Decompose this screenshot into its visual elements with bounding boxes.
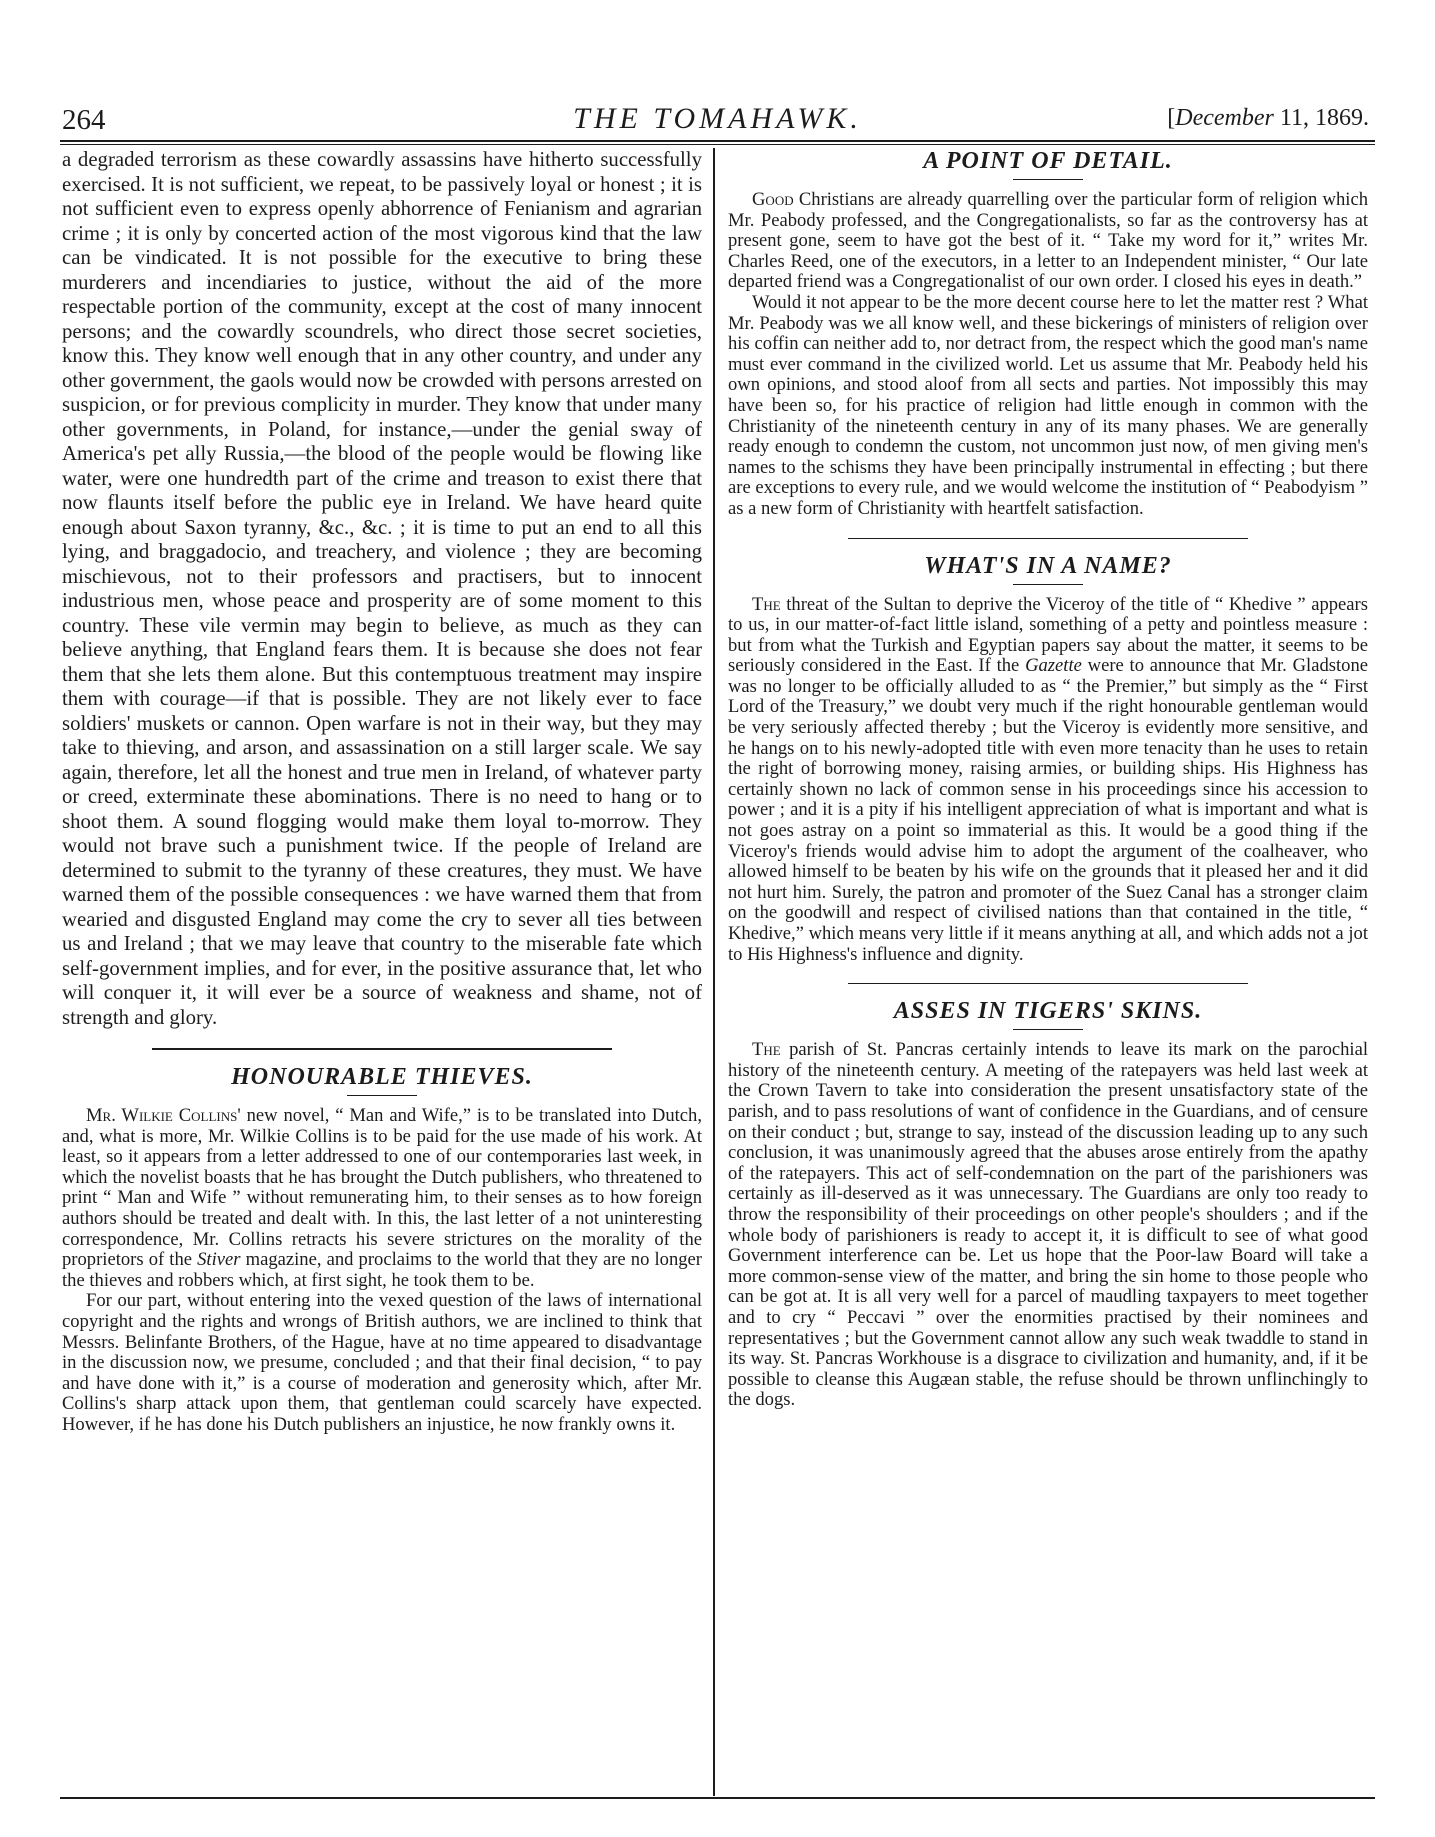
masthead-title: THE TOMAHAWK. bbox=[573, 102, 862, 135]
lead-words: The bbox=[752, 593, 781, 615]
header-rule-bottom bbox=[60, 144, 1375, 145]
section-divider bbox=[848, 983, 1248, 984]
section-divider bbox=[848, 538, 1248, 539]
lead-words: Mr. Wilkie Collins' bbox=[86, 1105, 241, 1126]
honourable-thieves-title: HONOURABLE THIEVES. bbox=[231, 1064, 533, 1090]
point-of-detail-paragraph-2: Would it not appear to be the more decent course here to let the matter rest ? What Mr. Peabody was we all know well, and these bickerings of ministers of religion over his coffin can neither add to, nor detract from, the respect which the good man's name must ever command in the civilized world. Let us assume that Mr. Peabody held his own opinions, and stood aloof from all sects and parties. Not impossibly this may have been so, for his practice of religion had little enough in common with the Christianity of the nineteenth century in any of its many phases. We are generally ready enough to condemn the custom, not uncommon just now, of men giving men's names to the schisms they have been principally instrumental in effecting ; but there are exceptions to every rule, and we would welcome the institution of “ Peabodyism ” as a new form of Christianity with heartfelt satisfaction. bbox=[728, 291, 1368, 519]
left-column bbox=[62, 148, 702, 1796]
page-header bbox=[60, 100, 1375, 140]
paragraph-text: were to announce that Mr. Gladstone was no longer to be officially alluded to as “ the Premier,” but simply as the “ First Lord of the Treasury,” we doubt very much if the right honourable gentleman would be very seriously affected thereby ; but the Viceroy is evidently more sensitive, and he hangs on to his newly-adopted title with even more tenacity than he uses to retain the right of borrowing money, raising armies, or building ships. His Highness has certainly shown no lack of common sense in his proceedings since his accession to power ; and it is a pity if his intelligent appreciation of what is important and what is not goes astray on a point so immaterial as this. It would be a good thing if the Viceroy's friends would advise him to adopt the argument of the coalheaver, who allowed himself to be beaten by his wife on the grounds that it pleased her and it did not hurt him. Surely, the patron and promoter of the Suez Canal has a stronger claim on the goodwill and respect of civilised nations than that contained in the title, “ Khedive,” which means very little if it means anything at all, and which adds not a jot to His Highness's influence and dignity. bbox=[728, 655, 1368, 965]
lead-words: Good bbox=[752, 189, 794, 210]
magazine-name: Stiver bbox=[197, 1249, 241, 1271]
title-rule bbox=[1013, 584, 1083, 585]
paragraph-text: parish of St. Pancras certainly intends to leave its mark on the parochial history of the nineteenth century. A meeting of the ratepayers was held last week at the Crown Tavern to take into consideration the present unsatisfactory state of the parish, and to pass resolutions of want of confidence in the Guardians, and of censure on their conduct ; but, strange to say, instead of the discussion leading up to any such conclusion, it was unanimously agreed that the abuses arose entirely from the apathy of the ratepayers. This act of self-condemnation on the part of the parishioners was certainly as ill-deserved as it was unnecessary. The Guardians are only too ready to throw the responsibility of their proceedings on other people's shoulders ; and if the whole body of parishioners is ready to accept it, it is difficult to see of what good Government interference can be. Let us hope that the Poor-law Board will take a more common-sense view of the matter, and bring the sin home to those people who can be got at. It is all very well for a parcel of maudling taxpayers to meet together and to cry “ Peccavi ” over the enormities practised by their nominees and representatives ; but the Government cannot allow any such weak twaddle to stand in its way. St. Pancras Workhouse is a disgrace to civilization and humanity, and, if it be possible to cleanse this Augæan stable, the refuse should be thrown unflinchingly to the dogs. bbox=[728, 1039, 1368, 1411]
right-column bbox=[728, 148, 1368, 1796]
point-of-detail-paragraph-1 bbox=[728, 190, 1368, 293]
whats-in-a-name-paragraph bbox=[728, 595, 1368, 966]
issue-date-bracket: [ bbox=[1167, 105, 1176, 131]
newspaper-name: Gazette bbox=[1025, 655, 1082, 677]
honourable-thieves-paragraph-1 bbox=[62, 1106, 702, 1291]
asses-in-tigers-skins-paragraph bbox=[728, 1040, 1368, 1411]
footer-rule bbox=[60, 1797, 1375, 1799]
issue-date-rest: 11, 1869. bbox=[1273, 105, 1369, 131]
title-rule bbox=[1013, 179, 1083, 180]
title-rule bbox=[347, 1095, 417, 1096]
header-rule-top bbox=[60, 140, 1375, 142]
paragraph-text: new novel, “ Man and Wife,” is to be translated into Dutch, and, what is more, Mr. Wilkie Collins is to be paid for the use made of his work. At least, so it appears from a letter addressed to one of our contemporaries last week, in which the novelist boasts that he has brought the Dutch publishers, who threatened to print “ Man and Wife ” without remunerating him, to their senses as to how foreign authors should be treated and dealt with. In this, the last letter of a not uninteresting correspondence, Mr. Collins retracts his severe strictures on the morality of the proprietors of the bbox=[62, 1105, 702, 1271]
point-of-detail-title: A POINT OF DETAIL. bbox=[923, 148, 1173, 174]
asses-in-tigers-skins-title: ASSES IN TIGERS' SKINS. bbox=[893, 998, 1203, 1025]
issue-date bbox=[1167, 105, 1369, 132]
fenian-article-continuation: a degraded terrorism as these cowardly assassins have hitherto successfully exercised. It is not sufficient, we repeat, to be passively loyal or honest ; it is not sufficient even to express openly abhorrence of Fenianism and agrarian crime ; it is only by concerted action of the most vigorous kind that the law can be vindicated. It is not possible for the executive to bring these murderers and incendiaries to justice, without the aid of the more respectable portion of the community, except at the cost of many innocent persons; and the cowardly scoundrels, who direct those secret societies, know this. They know well enough that in any other country, and under any other government, the gaols would now be crowded with persons arrested on suspicion, or for previous complicity in murder. They know that under many other governments, in Poland, for instance,—under the genial sway of America's pet ally Russia,—the blood of the people would be flowing like water, were one hundredth part of the crime and treason to exist there that now flaunts itself before the public eye in Ireland. We have heard quite enough about Saxon tyranny, &c., &c. ; it is time to put an end to all this lying, and braggadocio, and treachery, and violence ; they are becoming mischievous, not to their professors and practisers, but to innocent industrious men, whose peace and prosperity are of some moment to this country. These vile vermin may begin to believe, as much as they can believe anything, that England fears them. It is because she does not fear them that she lets them alone. But this contemptuous treatment may inspire them with courage—if that is possible. They are not likely ever to face soldiers' muskets or cannon. Open warfare is not in their way, but they may take to thieving, and arson, and assassination on a still larger scale. We say again, therefore, let all the honest and true men in Ireland, of whatever party or creed, exterminate these abominations. There is no need to hang or to shoot them. A sound flogging would make them loyal to-morrow. They would not brave such a punishment twice. If the people of Ireland are determined to submit to the tyranny of these creatures, they must. We have warned them of the possible consequences : we have warned them that from wearied and disgusted England may come the cry to sever all ties between us and Ireland ; that we may leave that country to the miserable fate which self-government implies, and for ever, in the positive assurance that, let who will conquer it, it will ever be a source of weakness and shame, not of strength and glory. bbox=[62, 148, 702, 1029]
section-divider bbox=[152, 1048, 612, 1050]
lead-words: The bbox=[752, 1039, 781, 1061]
page-number: 264 bbox=[62, 104, 106, 136]
issue-date-month: December bbox=[1175, 105, 1274, 131]
honourable-thieves-paragraph-2: For our part, without entering into the vexed question of the laws of international copyright and the rights and wrongs of British authors, we are inclined to think that Messrs. Belinfante Brothers, of the Hague, have at no time appeared to disadvantage in the discussion now, we presume, concluded ; and that their final decision, “ to pay and have done with it,” is a course of moderation and generosity which, after Mr. Collins's sharp attack upon them, that gentleman could scarcely have expected. However, if he has done his Dutch publishers an injustice, he now frankly owns it. bbox=[62, 1290, 702, 1435]
column-divider bbox=[713, 148, 715, 1796]
whats-in-a-name-title: WHAT'S IN A NAME? bbox=[924, 552, 1172, 579]
paragraph-text: Christians are already quarrelling over the particular form of religion which Mr. Peabody professed, and the Congregationalists, so far as the controversy has at present gone, seem to have got the best of it. “ Take my word for it,” writes Mr. Charles Reed, one of the executors, in a letter to an Independent minister, “ Our late departed friend was a Congregationalist of our own order. I closed his eyes in death.” bbox=[728, 189, 1368, 293]
title-rule bbox=[1013, 1029, 1083, 1030]
paragraph-text: magazine, and proclaims to the world that they are no longer the thieves and robbers which, at first sight, he took them to be. bbox=[62, 1249, 702, 1291]
paragraph-text: threat of the Sultan to deprive the Viceroy of the title of “ Khedive ” appears to us, in our matter-of-fact little island, something of a petty and pointless measure : but from what the Turkish and Egyptian papers say about the matter, it seems to be seriously considered in the East. If the bbox=[728, 593, 1368, 677]
